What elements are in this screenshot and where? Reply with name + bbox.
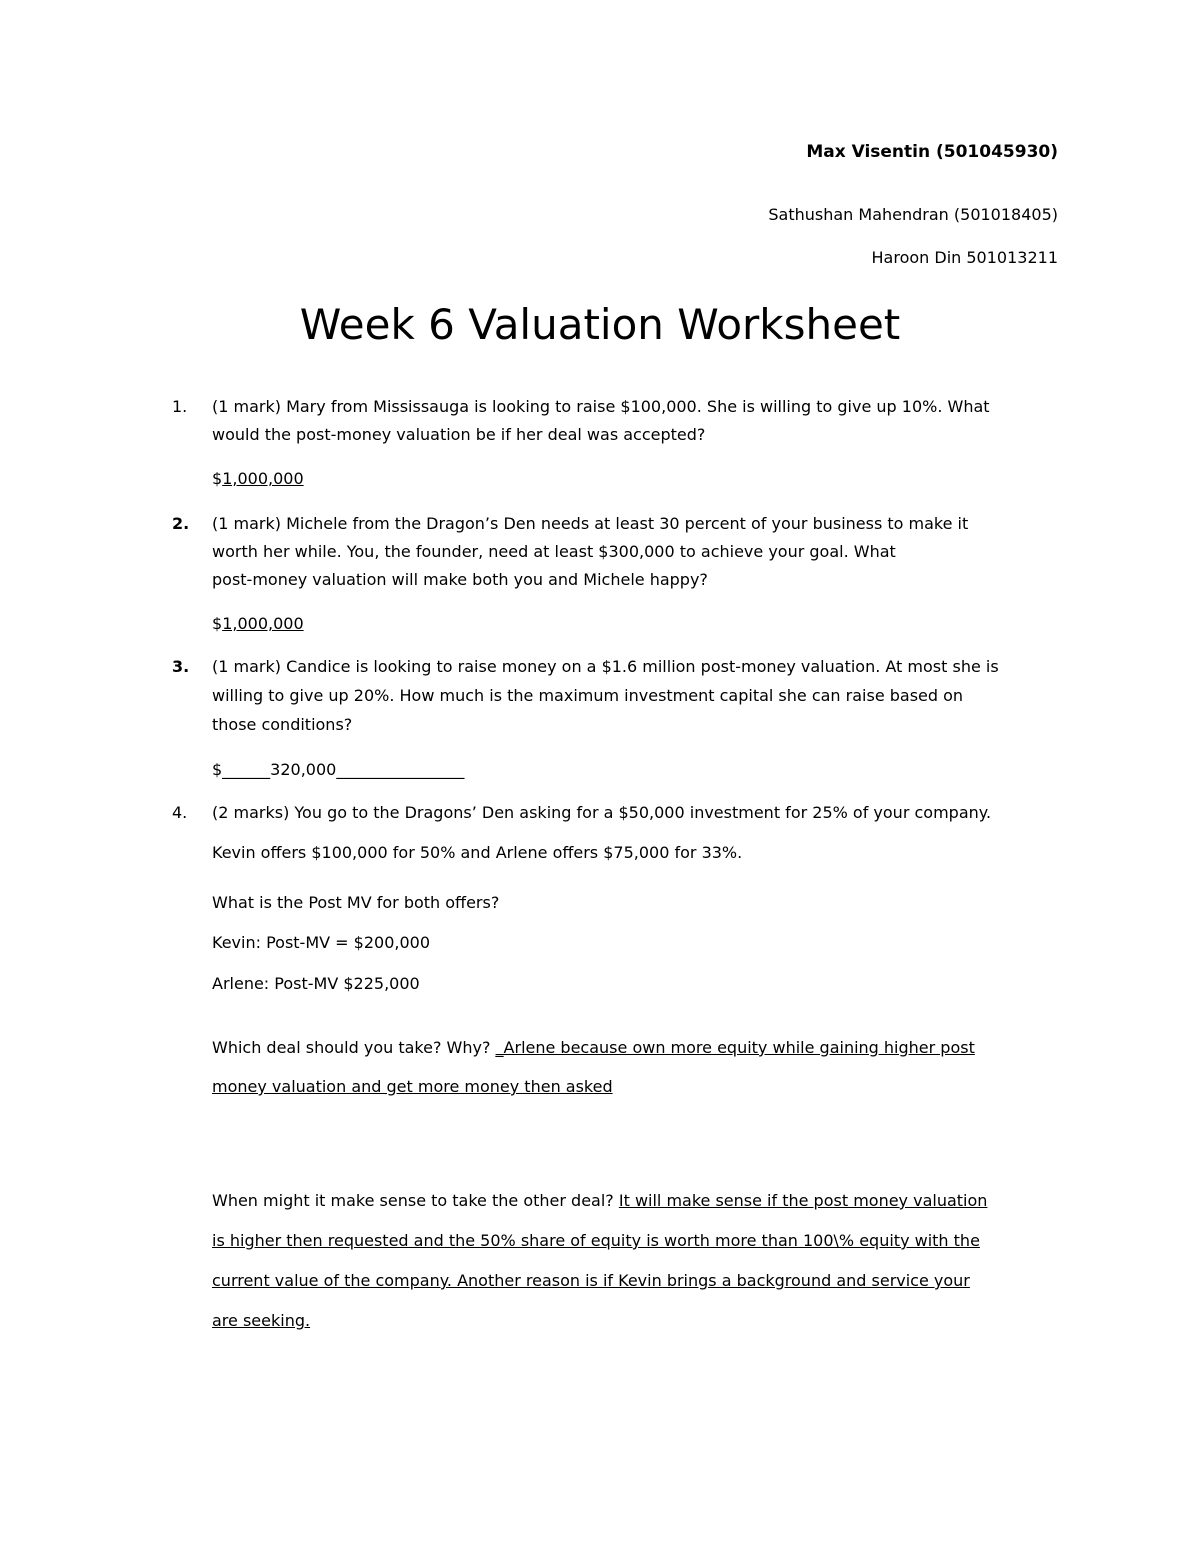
q4-when-answer-3: current value of the company. Another reason is if Kevin brings a background and service your bbox=[212, 1271, 970, 1290]
q4-when-answer-1: It will make sense if the post money valuation bbox=[618, 1191, 988, 1210]
q3-answer: $______320,000________________ bbox=[212, 760, 465, 779]
author-name-3: Haroon Din 501013211 bbox=[871, 248, 1058, 267]
q4-when-question: When might it make sense to take the other deal? bbox=[212, 1191, 619, 1210]
q4-when-answer-4: are seeking. bbox=[212, 1311, 311, 1330]
q4-when-other bbox=[212, 1191, 987, 1210]
q1-line-1: (1 mark) Mary from Mississauga is looking to raise $100,000. She is willing to give up 10%. What bbox=[212, 397, 990, 416]
q3-line-3: those conditions? bbox=[212, 715, 353, 734]
author-name-2: Sathushan Mahendran (501018405) bbox=[768, 205, 1058, 224]
q3-number: 3. bbox=[172, 657, 190, 676]
q4-line-2: Kevin offers $100,000 for 50% and Arlene offers $75,000 for 33%. bbox=[212, 843, 743, 862]
q4-which-answer-2: money valuation and get more money then asked bbox=[212, 1077, 613, 1096]
page-title: Week 6 Valuation Worksheet bbox=[299, 300, 901, 349]
q2-answer-value: 1,000,000 bbox=[222, 614, 304, 633]
q2-answer bbox=[212, 614, 304, 633]
q4-number: 4. bbox=[172, 803, 188, 822]
q4-line-1: (2 marks) You go to the Dragons’ Den asking for a $50,000 investment for 25% of your company. bbox=[212, 803, 992, 822]
q4-which-answer-1: _Arlene because own more equity while gaining higher post bbox=[495, 1038, 975, 1057]
q1-answer-value: 1,000,000 bbox=[222, 469, 304, 488]
q4-kevin-answer: Kevin: Post-MV = $200,000 bbox=[212, 933, 430, 952]
q3-line-2: willing to give up 20%. How much is the maximum investment capital she can raise based on bbox=[212, 686, 964, 705]
q4-arlene-answer: Arlene: Post-MV $225,000 bbox=[212, 974, 420, 993]
q1-number: 1. bbox=[172, 397, 188, 416]
q1-answer-prefix: $ bbox=[212, 469, 223, 488]
q1-line-2: would the post-money valuation be if her deal was accepted? bbox=[212, 425, 706, 444]
q2-line-2: worth her while. You, the founder, need at least $300,000 to achieve your goal. What bbox=[212, 542, 896, 561]
q4-which-question: Which deal should you take? Why? bbox=[212, 1038, 496, 1057]
author-name-1: Max Visentin (501045930) bbox=[806, 142, 1058, 162]
q2-number: 2. bbox=[172, 514, 190, 533]
q2-answer-prefix: $ bbox=[212, 614, 223, 633]
q2-line-1: (1 mark) Michele from the Dragon’s Den needs at least 30 percent of your business to make it bbox=[212, 514, 969, 533]
q4-when-answer-2: is higher then requested and the 50% share of equity is worth more than 100\% equity with the bbox=[212, 1231, 980, 1250]
q3-line-1: (1 mark) Candice is looking to raise money on a $1.6 million post-money valuation. At most she is bbox=[212, 657, 999, 676]
q4-which-deal bbox=[212, 1038, 975, 1057]
q4-prompt: What is the Post MV for both offers? bbox=[212, 893, 500, 912]
q1-answer bbox=[212, 469, 304, 488]
q2-line-3: post-money valuation will make both you and Michele happy? bbox=[212, 570, 708, 589]
